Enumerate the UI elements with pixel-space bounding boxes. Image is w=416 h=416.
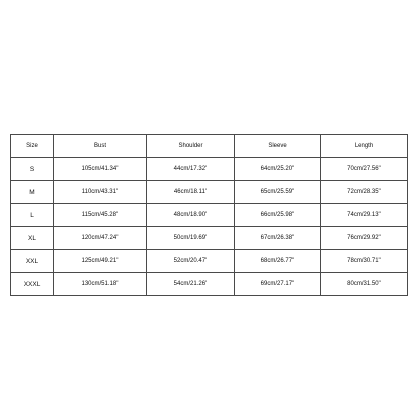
size-chart-table — [10, 134, 408, 296]
shoulder-cell: 48cm/18.90'' — [147, 204, 235, 227]
bust-cell: 130cm/51.18'' — [54, 273, 147, 296]
length-cell: 74cm/29.13'' — [321, 204, 408, 227]
table-row — [11, 181, 408, 204]
table-row — [11, 273, 408, 296]
bust-cell: 105cm/41.34'' — [54, 158, 147, 181]
size-cell: S — [11, 158, 54, 181]
shoulder-cell: 46cm/18.11'' — [147, 181, 235, 204]
shoulder-cell: 44cm/17.32'' — [147, 158, 235, 181]
table-row — [11, 158, 408, 181]
bust-cell: 120cm/47.24'' — [54, 227, 147, 250]
sleeve-cell: 69cm/27.17'' — [235, 273, 321, 296]
shoulder-cell: 50cm/19.69'' — [147, 227, 235, 250]
bust-cell: 110cm/43.31'' — [54, 181, 147, 204]
size-cell: M — [11, 181, 54, 204]
header-shoulder: Shoulder — [147, 135, 235, 158]
bust-cell: 115cm/45.28'' — [54, 204, 147, 227]
size-cell: XXL — [11, 250, 54, 273]
table-row — [11, 204, 408, 227]
table-row — [11, 250, 408, 273]
size-cell: L — [11, 204, 54, 227]
length-cell: 78cm/30.71'' — [321, 250, 408, 273]
length-cell: 80cm/31.50'' — [321, 273, 408, 296]
header-bust: Bust — [54, 135, 147, 158]
length-cell: 72cm/28.35'' — [321, 181, 408, 204]
header-row — [11, 135, 408, 158]
sleeve-cell: 68cm/26.77'' — [235, 250, 321, 273]
sleeve-cell: 67cm/26.38'' — [235, 227, 321, 250]
shoulder-cell: 54cm/21.26'' — [147, 273, 235, 296]
header-length: Length — [321, 135, 408, 158]
shoulder-cell: 52cm/20.47'' — [147, 250, 235, 273]
table-row — [11, 227, 408, 250]
sleeve-cell: 65cm/25.59'' — [235, 181, 321, 204]
header-sleeve: Sleeve — [235, 135, 321, 158]
length-cell: 70cm/27.56'' — [321, 158, 408, 181]
sleeve-cell: 64cm/25.20'' — [235, 158, 321, 181]
size-cell: XL — [11, 227, 54, 250]
length-cell: 76cm/29.92'' — [321, 227, 408, 250]
bust-cell: 125cm/49.21'' — [54, 250, 147, 273]
size-cell: XXXL — [11, 273, 54, 296]
header-size: Size — [11, 135, 54, 158]
sleeve-cell: 66cm/25.98'' — [235, 204, 321, 227]
